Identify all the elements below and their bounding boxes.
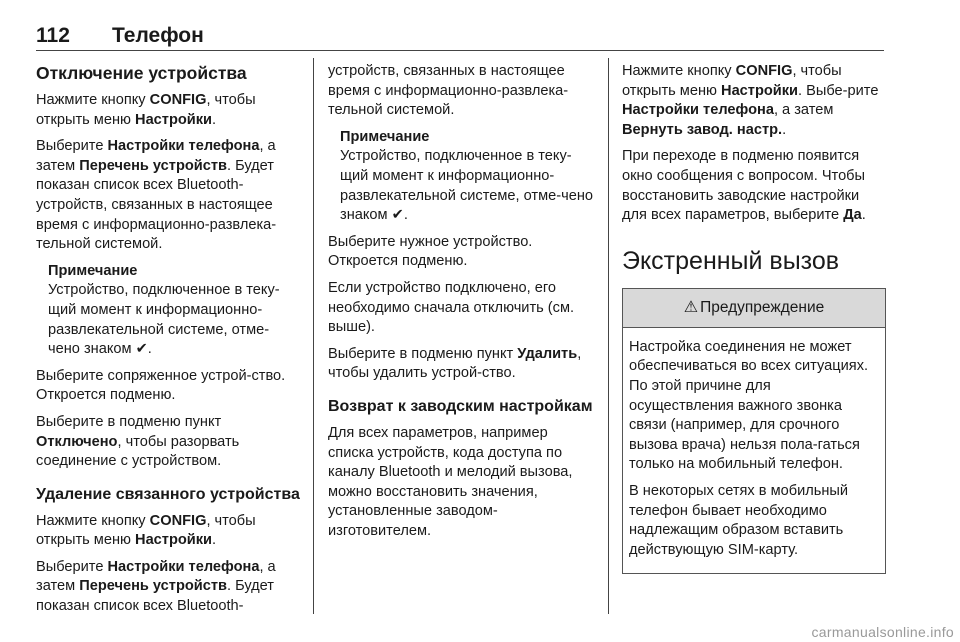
section-heading-delete: Удаление связанного устройства [36,485,300,503]
page-title: Телефон [112,24,204,47]
paragraph: Выберите нужное устройство. Откроется подменю. [328,233,533,270]
warning-paragraph: Настройка соединения не может обеспечиваться во всех ситуациях. По этой причине для осуществления важного звонка связи (например, для срочного вызова врача) нельзя пола-гаться только на мобильный телефон. [629,338,869,473]
paragraph: Выберите сопряженное устрой-ство. Откроется подменю. [36,367,286,404]
paragraph: Если устройство подключено, его необходимо сначала отключить (см. выше). [328,279,575,336]
column-1 [36,62,300,624]
paragraph: Выберите в подменю пункт Удалить, чтобы удалить устрой-ство. [328,345,582,382]
watermark: carmanualsonline.info [811,624,954,640]
warning-title: Предупреждение [700,298,825,316]
column-divider-2 [608,58,609,614]
paragraph: Для всех параметров, например списка устройств, кода доступа по каналу Bluetooth и мелодий вызова, можно восстановить значения, установленные заводом-изготовителем. [328,424,573,539]
page-header [36,18,886,48]
warning-icon: ⚠ [683,298,699,316]
section-heading-disconnect: Отключение устройства [36,63,247,83]
paragraph: Нажмите кнопку CONFIG, чтобы открыть меню Настройки. Выбе-рите Настройки телефона, а затем Вернуть завод. настр.. [622,63,879,138]
warning-header [623,289,885,328]
paragraph: При переходе в подменю появится окно сообщения с вопросом. Чтобы восстановить заводские настройки для всех параметров, выберите Да. [622,148,866,224]
column-divider-1 [313,58,314,614]
note-text: Устройство, подключенное в теку-щий момент к информационно-развлекательной системе, отме-чено знаком ✔. [48,282,280,358]
note [48,262,300,360]
paragraph: Выберите в подменю пункт Отключено, чтобы разорвать соединение с устройством. [36,413,240,470]
note [340,128,596,226]
paragraph: устройств, связанных в настоящее время с информационно-развлека-тельной системой. [328,63,569,119]
note-title: Примечание [48,262,138,279]
note-text: Устройство, подключенное в теку-щий момент к информационно-развлекательной системе, отме-чено знаком ✔. [340,148,593,224]
section-heading-emergency: Экстренный вызов [622,246,840,275]
page-number: 112 [36,24,70,47]
header-rule [36,50,884,51]
note-title: Примечание [340,128,430,145]
paragraph: Нажмите кнопку CONFIG, чтобы открыть меню Настройки. [36,92,256,128]
column-3 [622,62,886,574]
paragraph: Выберите Настройки телефона, а затем Перечень устройств. Будет показан список всех Bluetooth- [36,558,276,615]
warning-body [623,328,885,574]
section-heading-factory-reset: Возврат к заводским настройкам [328,397,593,415]
warning-paragraph: В некоторых сетях в мобильный телефон бывает необходимо надлежащим образом вставить действующую SIM-карту. [629,482,849,558]
warning-box [622,288,886,575]
paragraph: Выберите Настройки телефона, а затем Перечень устройств. Будет показан список всех Bluetooth-устройств, связанных в настоящее время с информационно-развлека-тельной системой. [36,138,277,253]
column-2 [328,62,596,548]
paragraph: Нажмите кнопку CONFIG, чтобы открыть меню Настройки. [36,512,256,549]
